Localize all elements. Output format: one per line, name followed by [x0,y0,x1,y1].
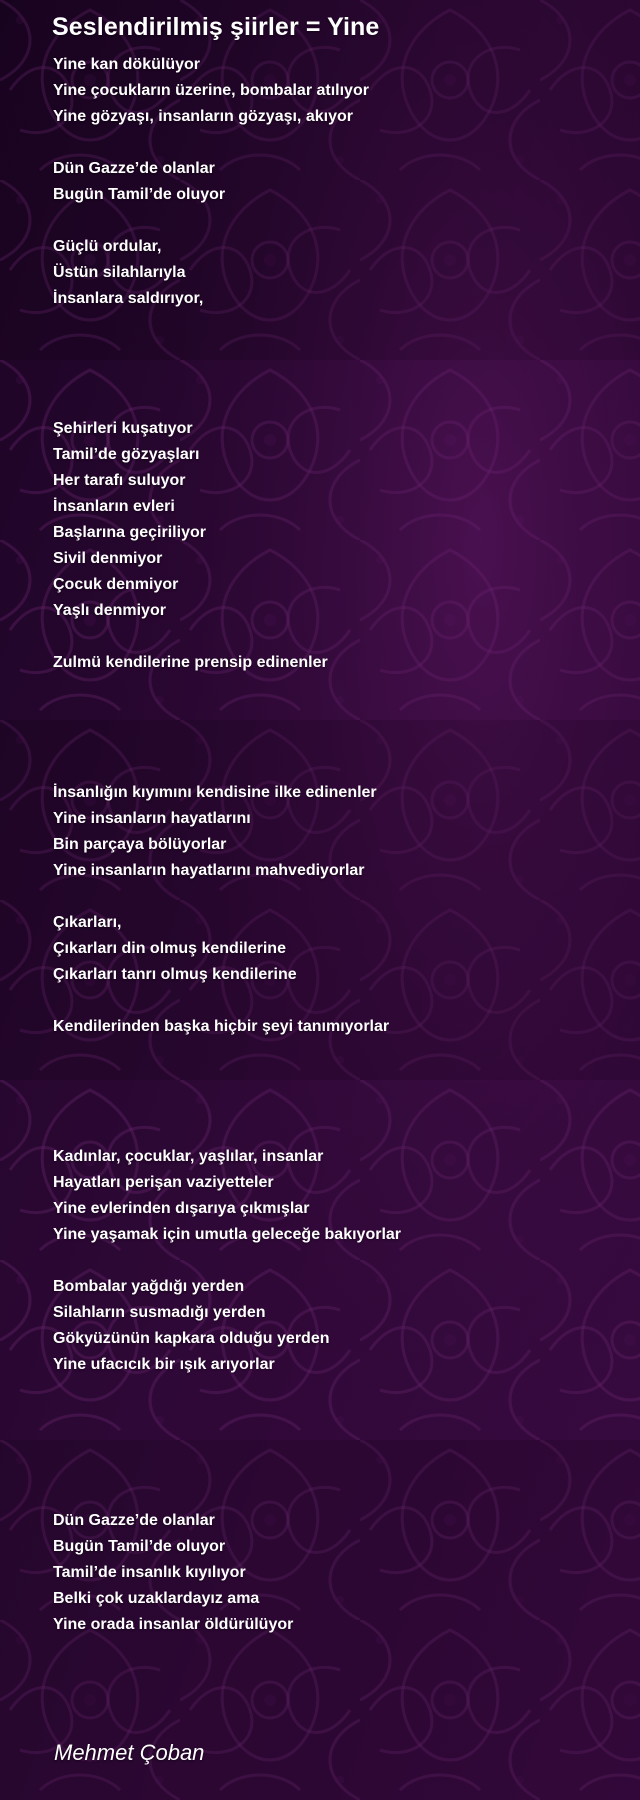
poem-line: Bugün Tamil’de oluyor [53,1538,226,1555]
stanza-break [53,988,623,1014]
stanza-break [53,1378,623,1404]
poem-line: Zulmü kendilerine prensip edinenler [53,654,328,671]
poem-line: Güçlü ordular, [53,238,162,255]
poem-line: Çocuk denmiyor [53,576,179,593]
poem-line: Yaşlı denmiyor [53,602,166,619]
stanza-break [53,1430,623,1456]
poem-line: Kendilerinden başka hiçbir şeyi tanımıyorlar [53,1018,390,1035]
poem-line: Bin parçaya bölüyorlar [53,836,227,853]
poem-line: Çıkarları din olmuş kendilerine [53,940,286,957]
poem-line: Dün Gazze’de olanlar [53,160,215,177]
poem-line: Çıkarları tanrı olmuş kendilerine [53,966,297,983]
poem-line: Gökyüzünün kapkara olduğu yerden [53,1330,330,1347]
stanza-break [53,754,623,780]
poem-line: Yine orada insanlar öldürülüyor [53,1616,294,1633]
poem-line: Silahların susmadığı yerden [53,1304,266,1321]
poem-line: Belki çok uzaklardayız ama [53,1590,260,1607]
stanza-break [53,1040,623,1066]
poem-line: Yine insanların hayatlarını [53,810,251,827]
poem-line: Dün Gazze’de olanlar [53,1512,215,1529]
poem-line: Hayatları perişan vaziyetteler [53,1174,274,1191]
poem-line: Yine evlerinden dışarıya çıkmışlar [53,1200,310,1217]
poem-line: Yine çocukların üzerine, bombalar atılıyor [53,82,369,99]
stanza-break [53,1456,623,1482]
poem-line: Üstün silahlarıyla [53,264,186,281]
stanza-break [53,312,623,338]
stanza-break [53,338,623,364]
poem-line: Yine ufacıcık bir ışık arıyorlar [53,1356,275,1373]
poem-line: Yine insanların hayatlarını mahvediyorlar [53,862,365,879]
poem-title: Seslendirilmiş şiirler = Yine [52,13,380,41]
poem-author: Mehmet Çoban [54,1740,205,1765]
stanza-break [53,208,623,234]
stanza-break [53,130,623,156]
poem-line: Sivil denmiyor [53,550,163,567]
stanza-break [53,1092,623,1118]
stanza-break [53,1404,623,1430]
stanza-break [53,884,623,910]
poem-line: Kadınlar, çocuklar, yaşlılar, insanlar [53,1148,324,1165]
poem-line: Şehirleri kuşatıyor [53,420,193,437]
poem-line: İnsanlara saldırıyor, [53,290,204,307]
stanza-break [53,1482,623,1508]
poem-line: Yine yaşamak için umutla geleceğe bakıyorlar [53,1226,402,1243]
poem-line: İnsanlığın kıyımını kendisine ilke edinenler [53,784,377,801]
stanza-break [53,1066,623,1092]
stanza-break [53,624,623,650]
poem-line: Her tarafı suluyor [53,472,186,489]
stanza-break [53,390,623,416]
poem-line: İnsanların evleri [53,498,175,515]
poem-line: Yine kan dökülüyor [53,56,200,73]
stanza-break [53,364,623,390]
stanza-break [53,728,623,754]
poem-line: Bugün Tamil’de oluyor [53,186,226,203]
stanza-break [53,1248,623,1274]
poem-line: Tamil’de insanlık kıyılıyor [53,1564,246,1581]
poem-line: Yine gözyaşı, insanların gözyaşı, akıyor [53,108,353,125]
poem-line: Bombalar yağdığı yerden [53,1278,245,1295]
poem-line: Çıkarları, [53,914,122,931]
stanza-break [53,702,623,728]
stanza-break [53,1118,623,1144]
poem-line: Tamil’de gözyaşları [53,446,200,463]
poem-body [53,52,623,1638]
poem-line: Başlarına geçiriliyor [53,524,206,541]
stanza-break [53,676,623,702]
